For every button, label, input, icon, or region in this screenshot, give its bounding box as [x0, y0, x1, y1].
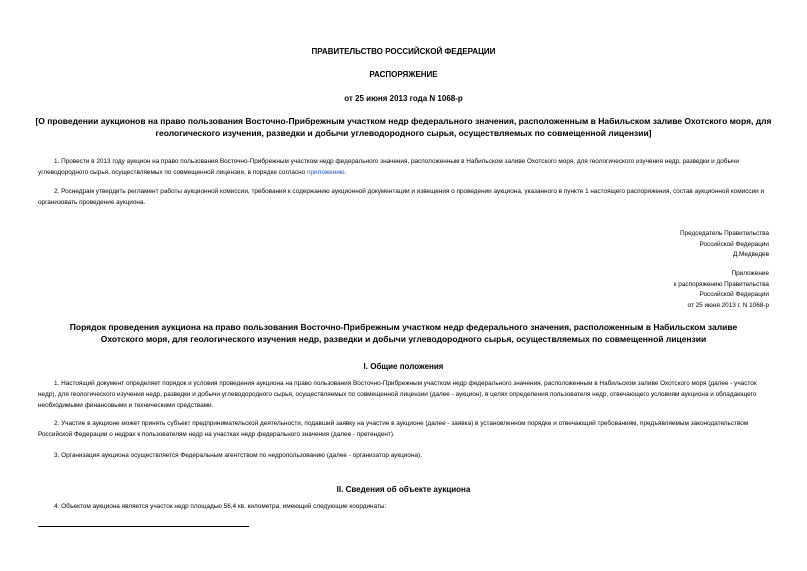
section-2-heading: II. Сведения об объекте аукциона	[336, 485, 471, 494]
section-1-paragraph-2: 2. Участие в аукционе может принять субъект предпринимательской деятельности, подавший заявку на участие в аукционе (далее - заявка) в установленном порядке и отвечающий требованиям, предъявляемым законодательством Российской Федерации о недрах к пользователям недр на участках недр федерального значения (далее - претендент).	[38, 420, 749, 438]
appendix-title: Порядок проведения аукциона на право пользования Восточно-Прибрежным участком недр федерального значения, расположенным в Набильском заливе Охотского моря, для геологического изучения недр, разведки и добычи углеводородного сырья, осуществляемых по совмещенной лицензии	[69, 322, 738, 344]
document-type: РАСПОРЯЖЕНИЕ	[369, 70, 438, 79]
section-1-paragraph-1: 1. Настоящий документ определяет порядок и условия проведения аукциона на право пользования Восточно-Прибрежным участком недр федерального значения, расположенным в Набильском заливе Охотского моря (далее - участок недр), для геологического изучения недр, разведки и добычи углеводородного сырья, осуществляемых по совмещенной лицензии (далее - аукцион), в целях определения пользователя недр, отвечающего условиям аукциона и обладающего необходимыми финансовыми и техническими средствами.	[38, 380, 757, 409]
signature-country: Российской Федерации	[699, 240, 769, 248]
signature-name: Д.Медведев	[732, 251, 769, 258]
section-1-paragraph-3: 3. Организация аукциона осуществляется Федеральным агентством по недропользованию (далее - организатор аукциона).	[54, 452, 422, 459]
appendix-reference	[674, 269, 769, 311]
document-title: [О проведении аукционов на право пользования Восточно-Прибрежным участком недр федерального значения, расположенным в Набильском заливе Охотского моря, для геологического изучения, разведки и добычи углеводородного сырья, осуществляемых по совмещенной лицензии]	[35, 116, 772, 138]
appendix-date: от 25 июня 2013 г. N 1068-р	[687, 301, 769, 309]
signature-position: Председатель Правительства	[680, 230, 769, 237]
paragraph-1-text: 1. Провести в 2013 году аукцион на право пользования Восточно-Прибрежным участком недр федерального значения, расположенным в Набильском заливе Охотского моря, для геологического изучения недр, разведки и добычи углеводородного сырья, осуществляемых по совмещенной лицензии, в порядке согласно	[38, 158, 739, 176]
appendix-to-order: к распоряжению Правительства	[673, 280, 769, 288]
paragraph-2: 2. Роснедрам утвердить регламент работы аукционной комиссии, требования к содержанию аукционной документации и извещения о проведении аукциона, указанного в пункте 1 настоящего распоряжения, состав аукционной комиссии и организовать проведение аукциона.	[38, 188, 765, 206]
section-2-paragraph-4: 4. Объектом аукциона является участок недр площадью 56,4 кв. километра, имеющий следующие координаты:	[54, 503, 387, 510]
document-date-number: от 25 июня 2013 года N 1068-р	[344, 94, 463, 103]
appendix-link[interactable]: приложению	[307, 169, 345, 176]
paragraph-1-end: .	[344, 169, 347, 176]
footnote-divider	[38, 526, 249, 527]
government-name: ПРАВИТЕЛЬСТВО РОССИЙСКОЙ ФЕДЕРАЦИИ	[311, 47, 496, 56]
appendix-label: Приложение	[731, 270, 769, 277]
signature-block	[680, 229, 769, 261]
section-1-heading: I. Общие положения	[363, 362, 444, 371]
appendix-country: Российской Федерации	[699, 291, 769, 298]
paragraph-1	[38, 156, 773, 178]
